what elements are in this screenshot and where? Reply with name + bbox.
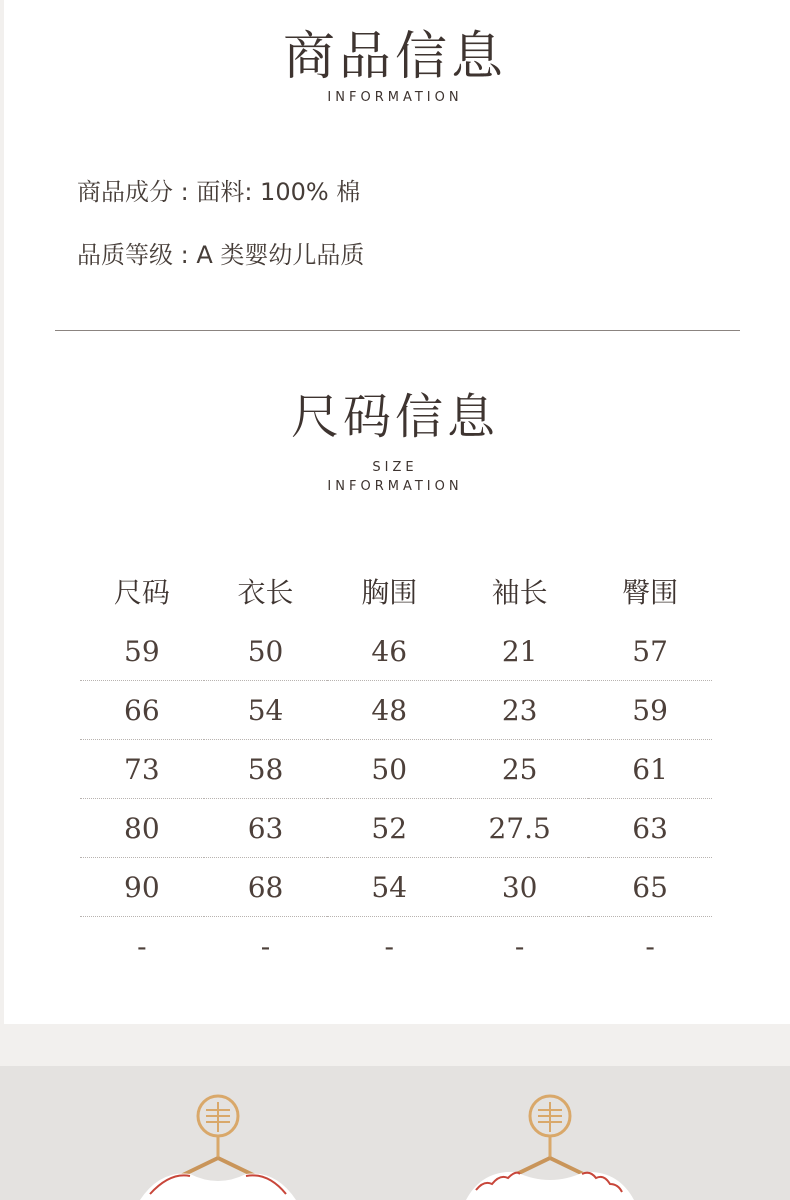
cell-chest: 52 [327, 799, 451, 858]
size-table [80, 560, 712, 975]
cell-size: 73 [80, 740, 204, 799]
table-row [80, 799, 712, 858]
cell-sleeve: 21 [451, 622, 588, 681]
table-row [80, 622, 712, 681]
cell-size: 80 [80, 799, 204, 858]
cell-size: 66 [80, 681, 204, 740]
cell-length: 50 [204, 622, 328, 681]
product-preview-band [0, 1066, 790, 1200]
cell-hip: 57 [588, 622, 712, 681]
cell-sleeve: 23 [451, 681, 588, 740]
cell-chest: 48 [327, 681, 451, 740]
cell-size: 59 [80, 622, 204, 681]
size-info-subtitle-2: INFORMATION [327, 479, 463, 494]
header-size: 尺码 [113, 576, 170, 609]
composition-line: 商品成分 : 面料: 100% 棉 [77, 178, 361, 206]
cell-size: 90 [80, 858, 204, 917]
table-row [80, 858, 712, 917]
cell-length: 58 [204, 740, 328, 799]
cell-chest: - [384, 929, 394, 963]
cell-sleeve: 30 [451, 858, 588, 917]
header-length: 衣长 [237, 576, 294, 609]
cell-sleeve: 25 [451, 740, 588, 799]
cell-hip: 61 [588, 740, 712, 799]
quality-grade-line: 品质等级 : A 类婴幼儿品质 [77, 241, 365, 269]
cell-hip: 59 [588, 681, 712, 740]
section-divider [55, 330, 740, 331]
cell-hip: - [645, 929, 655, 963]
cell-chest: 46 [327, 622, 451, 681]
cell-length: 54 [204, 681, 328, 740]
cell-chest: 50 [327, 740, 451, 799]
hanger-right-icon [452, 1066, 652, 1200]
size-table-header-row [80, 560, 712, 622]
cell-length: 68 [204, 858, 328, 917]
table-row [80, 740, 712, 799]
cell-hip: 63 [588, 799, 712, 858]
product-info-title: 商品信息 [282, 27, 507, 87]
header-chest: 胸围 [361, 576, 418, 609]
hanger-left-icon [120, 1066, 320, 1200]
cell-sleeve: 27.5 [451, 799, 588, 858]
cell-length: 63 [204, 799, 328, 858]
table-row [80, 917, 712, 976]
table-row [80, 681, 712, 740]
cell-chest: 54 [327, 858, 451, 917]
header-sleeve: 袖长 [491, 576, 548, 609]
cell-hip: 65 [588, 858, 712, 917]
header-hip: 臀围 [622, 576, 679, 609]
cell-size: - [137, 929, 147, 963]
cell-length: - [260, 929, 271, 963]
cell-sleeve: - [514, 929, 525, 963]
size-info-subtitle-1: SIZE [372, 460, 418, 475]
size-info-title: 尺码信息 [290, 389, 499, 445]
product-info-subtitle: INFORMATION [327, 90, 463, 105]
